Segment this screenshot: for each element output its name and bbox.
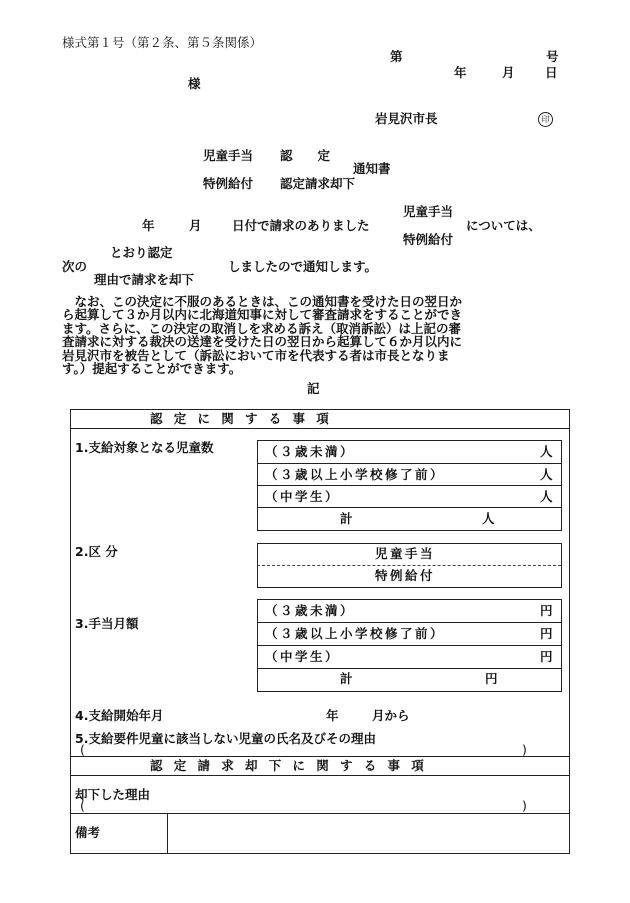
body-choice-certified: とおり認定 — [110, 245, 173, 260]
notice-line: 岩見沢市を被告として（訴訟において市を代表する者は市長となりま — [62, 347, 450, 363]
notice-line: なお、この決定に不服のあるときは、この通知書を受けた日の翌日か — [62, 294, 463, 309]
ki-label: 記 — [307, 381, 320, 396]
amount-unit: 円 — [540, 626, 553, 641]
notice-line: 査請求に対する裁決の送達を受けた日の翌日から起算して６か月以内に — [62, 334, 463, 350]
remarks-label: 備考 — [75, 825, 101, 840]
count-age-under3-label: （３歳未満） — [265, 444, 356, 459]
body-date-text: 日付で請求のありました — [232, 218, 370, 233]
reject-paren-close: ) — [522, 798, 527, 813]
reject-reason-label: 却下した理由 — [75, 787, 151, 802]
number-dai-label: 第 — [390, 49, 403, 64]
reason-paren-open: ( — [80, 742, 85, 757]
item-monthly-amount-label: 3.手当月額 — [75, 616, 139, 631]
count-total-label: 計 — [340, 511, 353, 526]
body-option-child-allowance: 児童手当 — [403, 204, 454, 219]
appeal-notice — [62, 295, 562, 375]
count-age-3-elementary-label: （３歳以上小学校修了前） — [265, 467, 446, 482]
date-year-label: 年 — [454, 65, 467, 80]
body-month-label: 月 — [189, 218, 202, 233]
item-non-eligible-children-label: 5.支給要件児童に該当しない児童の氏名及びその理由 — [75, 731, 376, 746]
section-rejection-title: 認定請求却下に関する事項 — [150, 758, 436, 773]
title-notice: 通知書 — [353, 161, 391, 176]
category-special-benefit: 特例給付 — [375, 568, 436, 583]
title-claim-rejection: 認定請求却下 — [280, 176, 356, 191]
seal-mark: 印 — [538, 112, 553, 127]
reason-paren-close: ) — [522, 742, 527, 757]
body-next: 次の — [62, 259, 88, 274]
title-child-allowance: 児童手当 — [203, 148, 254, 163]
amount-total-label: 計 — [340, 671, 353, 686]
amount-middle-school-label: （中学生） — [265, 649, 341, 664]
amount-unit: 円 — [540, 649, 553, 664]
form-number: 様式第１号（第２条、第５条関係） — [62, 35, 263, 50]
item-category-label: 2.区 分 — [75, 544, 118, 559]
count-unit: 人 — [540, 489, 553, 504]
title-certification: 認 定 — [280, 148, 331, 163]
amount-age-under3-label: （３歳未満） — [265, 603, 356, 618]
notice-line: す。）提起することができます。 — [62, 361, 242, 377]
notice-line: ます。さらに、この決定の取消しを求める訴え（取消訴訟）は上記の審 — [62, 320, 462, 336]
body-year-label: 年 — [142, 218, 155, 233]
count-unit: 人 — [540, 444, 553, 459]
recipient-sama-label: 様 — [188, 76, 201, 91]
mayor-name: 岩見沢市長 — [375, 111, 438, 126]
section-certification-title: 認定に関する事項 — [150, 411, 341, 426]
reject-paren-open: ( — [80, 798, 85, 813]
number-go-label: 号 — [546, 49, 559, 64]
category-child-allowance: 児童手当 — [375, 546, 436, 561]
date-day-label: 日 — [545, 65, 558, 80]
item-child-count-label: 1.支給対象となる児童数 — [75, 440, 214, 455]
count-middle-school-label: （中学生） — [265, 489, 341, 504]
body-about: については、 — [466, 218, 541, 233]
amount-unit: 円 — [540, 603, 553, 618]
count-unit: 人 — [540, 467, 553, 482]
start-month-label: 月から — [372, 708, 410, 723]
amount-age-3-elementary-label: （３歳以上小学校修了前） — [265, 626, 446, 641]
date-month-label: 月 — [502, 65, 515, 80]
body-option-special-benefit: 特例給付 — [403, 232, 454, 247]
count-total-unit: 人 — [482, 511, 495, 526]
notice-line: ら起算して３か月以内に北海道知事に対して審査請求をすることができ — [62, 307, 463, 323]
item-start-date-label: 4.支給開始年月 — [75, 708, 164, 723]
start-year-label: 年 — [326, 708, 339, 723]
amount-total-unit: 円 — [485, 671, 498, 686]
body-notified: しましたので通知します。 — [228, 259, 378, 274]
body-choice-rejected: 理由で請求を却下 — [94, 272, 195, 287]
title-special-benefit: 特例給付 — [203, 176, 254, 191]
